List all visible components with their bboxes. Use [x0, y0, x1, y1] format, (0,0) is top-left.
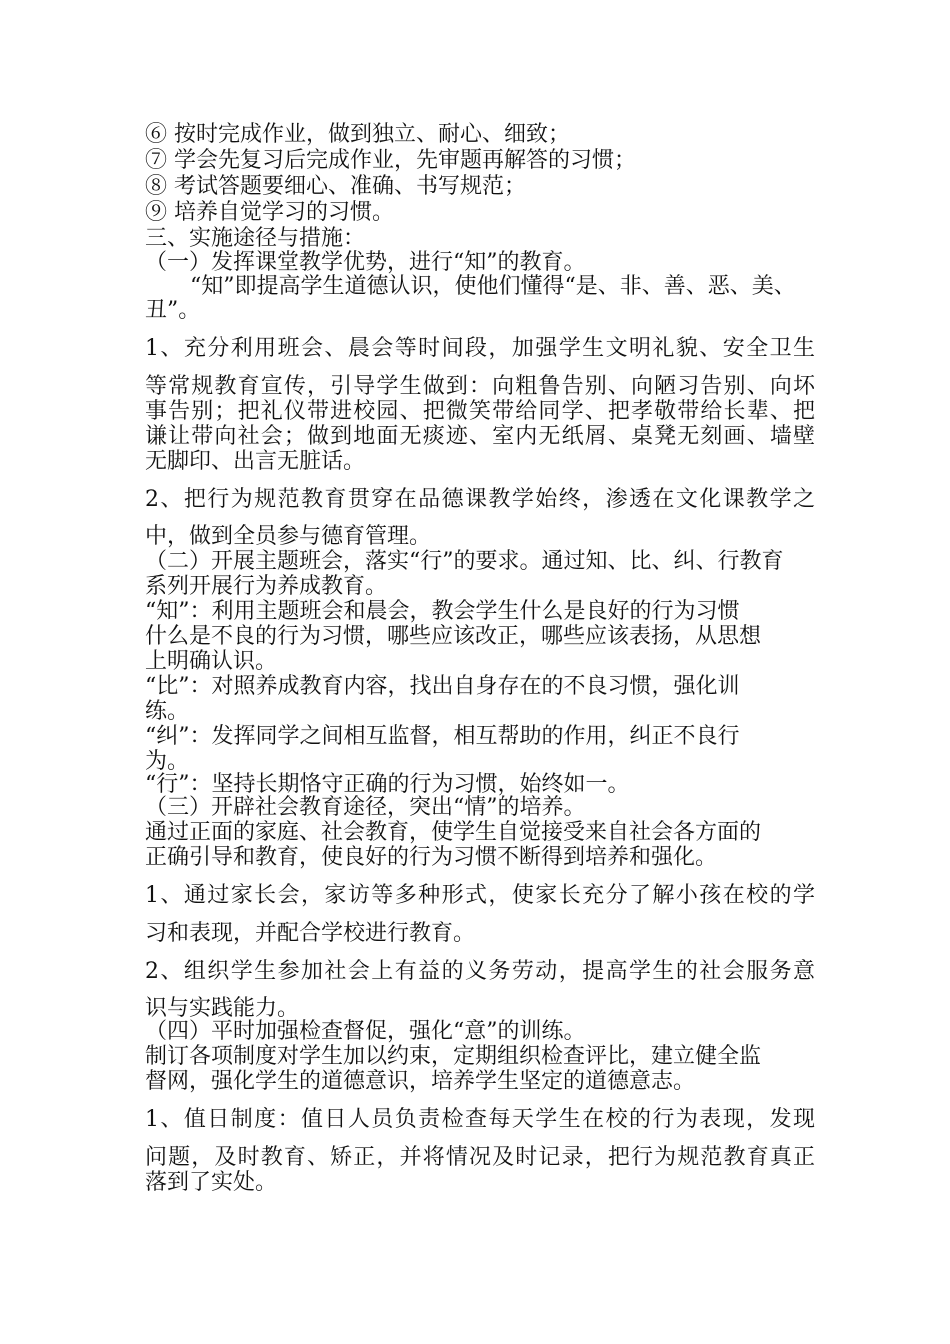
text-line: 习和表现，并配合学校进行教育。 — [145, 921, 476, 946]
text-line: 中，做到全员参与德育管理。 — [145, 524, 432, 549]
text-line: ⑧ 考试答题要细心、准确、书写规范； — [145, 174, 526, 199]
text-line: 正确引导和教育，使良好的行为习惯不断得到培养和强化。 — [145, 845, 718, 870]
text-line: 督网，强化学生的道德意识，培养学生坚定的道德意志。 — [145, 1069, 696, 1094]
text-line: “知”：利用主题班会和晨会，教会学生什么是良好的行为习惯 — [145, 599, 740, 624]
text-line: 等常规教育宣传，引导学生做到：向粗鲁告别、向陋习告别、向坏 — [145, 374, 815, 399]
subsection-heading: （二）开展主题班会，落实“行”的要求。通过知、比、纠、行教育 — [145, 549, 784, 574]
text-line: 为。 — [145, 749, 190, 774]
text-line: ⑥ 按时完成作业，做到独立、耐心、细致； — [145, 122, 570, 147]
text-line: 落到了实处。 — [145, 1170, 278, 1195]
text-line: 系列开展行为养成教育。 — [145, 574, 388, 599]
text-line: “知”即提高学生道德认识，使他们懂得“是、非、善、恶、美、 — [190, 274, 796, 299]
text-line: 什么是不良的行为习惯，哪些应该改正，哪些应该表扬，从思想 — [145, 624, 762, 649]
text-line: 通过正面的家庭、社会教育，使学生自觉接受来自社会各方面的 — [145, 820, 762, 845]
text-line: ⑨ 培养自觉学习的习惯。 — [145, 200, 394, 225]
text-line: 谦让带向社会；做到地面无痰迹、室内无纸屑、桌凳无刻画、墙壁 — [145, 424, 815, 449]
text-line: ⑦ 学会先复习后完成作业，先审题再解答的习惯； — [145, 148, 636, 173]
text-line: “比”：对照养成教育内容，找出自身存在的不良习惯，强化训 — [145, 674, 740, 699]
subsection-heading: （三）开辟社会教育途径，突出“情”的培养。 — [145, 795, 586, 820]
text-line: 2、把行为规范教育贯穿在品德课教学始终，渗透在文化课教学之 — [145, 487, 815, 512]
text-line: 识与实践能力。 — [145, 996, 300, 1021]
text-line: 1、值日制度：值日人员负责检查每天学生在校的行为表现，发现 — [145, 1107, 815, 1132]
text-line: 1、通过家长会，家访等多种形式，使家长充分了解小孩在校的学 — [145, 883, 815, 908]
text-line: “行”：坚持长期恪守正确的行为习惯，始终如一。 — [145, 772, 630, 797]
text-line: 丑”。 — [145, 298, 201, 323]
text-line: 2、组织学生参加社会上有益的义务劳动，提高学生的社会服务意 — [145, 959, 815, 984]
text-line: 问题，及时教育、矫正，并将情况及时记录，把行为规范教育真正 — [145, 1145, 815, 1170]
subsection-heading: （一）发挥课堂教学优势，进行“知”的教育。 — [145, 250, 586, 275]
text-line: 1、充分利用班会、晨会等时间段，加强学生文明礼貌、安全卫生 — [145, 336, 815, 361]
text-line: 练。 — [145, 699, 190, 724]
section-heading: 三、实施途径与措施： — [145, 226, 366, 251]
text-line: 上明确认识。 — [145, 649, 278, 674]
text-line: 制订各项制度对学生加以约束，定期组织检查评比，建立健全监 — [145, 1044, 762, 1069]
text-line: 事告别；把礼仪带进校园、把微笑带给同学、把孝敬带给长辈、把 — [145, 399, 815, 424]
text-line: 无脚印、出言无脏话。 — [145, 449, 366, 474]
text-line: “纠”：发挥同学之间相互监督，相互帮助的作用，纠正不良行 — [145, 724, 740, 749]
subsection-heading: （四）平时加强检查督促，强化“意”的训练。 — [145, 1019, 586, 1044]
